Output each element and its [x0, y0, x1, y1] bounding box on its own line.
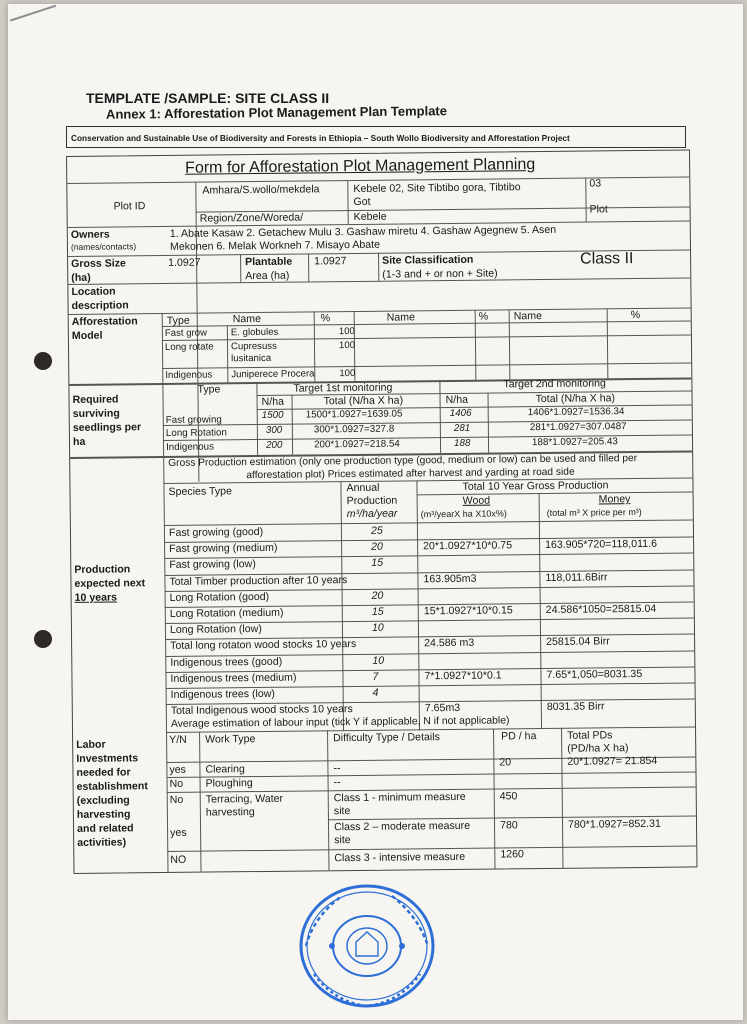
model-row-1-name: E. globules — [230, 326, 279, 339]
kebele-value: Kebele 02, Site Tibtibo gora, Tibtibo — [353, 181, 521, 195]
labor-row-5-difficulty: Class 3 - intensive measure — [334, 850, 466, 865]
labor-header-difficulty: Difficulty Type / Details — [333, 731, 440, 745]
seedlings-row-3-total-2: 188*1.0927=205.43 — [531, 436, 618, 449]
management-form — [66, 149, 697, 873]
production-note-1: Gross Production estimation (only one production type (good, medium or low) can be used and filled per — [168, 453, 638, 469]
production-header-annual-3: m³/ha/year — [346, 507, 398, 521]
labor-header-work: Work Type — [205, 733, 256, 746]
labor-row-4-total: 780*1.0927=852.31 — [567, 817, 661, 831]
region-value: Amhara/S.wollo/mekdela — [202, 183, 320, 197]
production-row-9-annual: 10 — [372, 654, 385, 667]
production-label-3: 10 years — [74, 591, 118, 604]
template-heading: TEMPLATE /SAMPLE: SITE CLASS II — [86, 90, 330, 106]
seedlings-row-3-type: Indigenous — [166, 441, 215, 453]
labor-row-5-yn: NO — [170, 853, 187, 866]
labor-row-1-total: 20*1.0927= 21.854 — [567, 754, 658, 768]
labor-label-6: harvesting — [76, 808, 131, 821]
production-row-4-species: Total Timber production after 10 years — [169, 573, 348, 588]
owners-label: Owners — [70, 228, 110, 241]
model-row-1-pct: 100 — [338, 325, 355, 338]
production-header-money-unit: (total m³ X price per m³) — [546, 506, 642, 518]
model-header-pct: % — [320, 312, 331, 325]
region-label: Region/Zone/Woreda/ — [199, 211, 304, 225]
production-row-12-wood: 7.65m3 — [424, 702, 461, 715]
production-header-money: Money — [598, 493, 631, 506]
punch-hole-top — [34, 352, 52, 370]
seedlings-row-2-type: Long Rotation — [165, 427, 227, 439]
labor-label-5: (excluding — [76, 794, 130, 807]
production-row-7-species: Long Rotation (low) — [169, 623, 262, 637]
production-row-11-species: Indigenous trees (low) — [170, 687, 275, 701]
seedlings-row-2-total-2: 281*1.0927=307.0487 — [529, 421, 627, 434]
location-sublabel: description — [71, 299, 129, 312]
seedlings-row-1-n2: 1406 — [449, 407, 472, 419]
plantable-area-value: 1.0927 — [314, 255, 347, 268]
seedlings-row-3-n1: 200 — [265, 439, 283, 451]
model-header-name: Name — [232, 312, 262, 326]
production-row-2-money: 163.905*720=118,011.6 — [545, 538, 658, 552]
seedlings-header-type: Type — [197, 383, 221, 396]
labor-row-3-difficulty-line-2: site — [333, 805, 351, 818]
labor-row-4-difficulty: Class 2 – moderate measure — [333, 819, 471, 834]
model-row-2-name: Cupresuss — [230, 340, 277, 353]
labor-row-2-work: Ploughing — [205, 777, 253, 790]
site-classification-hint: (1-3 and + or non + Site) — [382, 267, 498, 281]
gross-size-unit: (ha) — [71, 271, 91, 284]
labor-row-3-work: Terracing, Water — [205, 792, 284, 806]
production-row-9-species: Indigenous trees (good) — [170, 655, 283, 669]
model-header-pct-2: % — [478, 310, 489, 323]
labor-header-yn: Y/N — [169, 733, 187, 746]
labor-row-5-pd: 1260 — [500, 848, 524, 861]
project-banner: Conservation and Sustainable Use of Biodiversity and Forests in Ethiopia – South Wollo Biodiversity and Afforestation Project — [66, 126, 686, 148]
plot-value: 03 — [589, 177, 602, 190]
plantable-area-unit: Area (ha) — [245, 269, 290, 283]
labor-row-4-difficulty-line-2: site — [334, 834, 351, 847]
production-label-2: expected next — [74, 577, 146, 590]
labor-label-2: Investments — [76, 752, 139, 765]
official-seal-stamp — [296, 882, 438, 1010]
production-row-10-annual: 7 — [372, 670, 379, 683]
labor-header-total: Total PDs — [567, 729, 613, 742]
model-header-name-2: Name — [386, 311, 416, 324]
model-header-type: Type — [166, 314, 190, 327]
seedlings-label-2: surviving — [72, 407, 120, 420]
labor-header-pd: PD / ha — [501, 730, 537, 743]
seedlings-row-2-n2: 281 — [453, 422, 471, 434]
model-row-2-name-line-2: lusitanica — [231, 352, 272, 365]
labor-header-total-2: (PD/ha X ha) — [567, 742, 629, 755]
site-class-value: Class II — [580, 250, 634, 268]
labor-row-3-work-line-2: harvesting — [205, 806, 255, 819]
labor-row-1-yn: yes — [169, 763, 186, 776]
labor-label-4: establishment — [76, 780, 148, 793]
production-row-1-annual: 25 — [370, 524, 383, 537]
production-row-8-money: 25815.04 Birr — [546, 635, 610, 649]
production-row-3-species: Fast growing (low) — [169, 558, 256, 572]
owners-line-2: Mekonen 6. Melak Workneh 7. Misayo Abate — [169, 238, 381, 253]
seedlings-row-1-n1: 1500 — [261, 409, 284, 421]
production-header-wood: Wood — [462, 494, 491, 507]
production-row-12-money: 8031.35 Birr — [546, 700, 605, 714]
labor-row-2-yn: No — [169, 777, 184, 790]
afforestation-model-label: Afforestation — [71, 315, 138, 328]
seedlings-row-3-n2: 188 — [453, 437, 471, 449]
model-row-1-type: Fast grow — [164, 327, 208, 339]
seedlings-header-target-1: Target 1st monitoring — [293, 381, 393, 395]
paper-clip — [10, 5, 58, 27]
seedlings-row-1-total-1: 1500*1.0927=1639.05 — [305, 408, 403, 421]
production-note-2: afforestation plot) Prices estimated after harvest and yarding at road side — [246, 466, 575, 482]
seedlings-label-4: ha — [72, 435, 86, 448]
annex-heading: Annex 1: Afforestation Plot Management Plan Template — [105, 103, 448, 122]
labor-row-3-yn: No — [169, 793, 184, 806]
seedlings-header-nha-2: N/ha — [445, 393, 469, 407]
production-row-2-wood: 20*1.0927*10*0.75 — [423, 539, 513, 553]
production-row-10-wood: 7*1.0927*10*0.1 — [424, 669, 502, 683]
model-row-3-name: Juniperece Procera — [231, 368, 315, 381]
labor-note: Average estimation of labour input (tick Y if applicable, N if not applicable) — [170, 715, 510, 730]
punch-hole-bottom — [34, 630, 52, 648]
production-row-3-annual: 15 — [371, 557, 384, 570]
model-row-2-pct: 100 — [338, 339, 356, 352]
production-row-6-species: Long Rotation (medium) — [169, 606, 284, 620]
production-row-6-wood: 15*1.0927*10*0.15 — [423, 604, 513, 618]
seedlings-row-2-n1: 300 — [265, 424, 283, 436]
seedlings-row-2-total-1: 300*1.0927=327.8 — [313, 423, 395, 436]
labor-label-3: needed for — [76, 766, 131, 779]
production-header-wood-unit: (m³/yearX ha X10x%) — [420, 508, 507, 520]
form-title: Form for Afforestation Plot Management Planning — [185, 156, 536, 177]
gross-size-label: Gross Size — [71, 257, 126, 270]
production-row-5-annual: 20 — [371, 589, 384, 602]
model-row-2-type: Long rotate — [164, 341, 214, 353]
owners-line-1: 1. Abate Kasaw 2. Getachew Mulu 3. Gashaw miretu 4. Gashaw Agegnew 5. Asen — [169, 223, 557, 240]
production-row-2-species: Fast growing (medium) — [169, 541, 278, 556]
afforestation-model-sublabel: Model — [71, 329, 103, 342]
seedlings-row-1-type: Fast growing — [165, 414, 222, 426]
plot-label: Plot — [589, 203, 608, 216]
labor-row-1-work: Clearing — [205, 763, 245, 776]
production-label: Production — [74, 563, 131, 576]
plot-id-label: Plot ID — [113, 200, 146, 213]
production-header-gross: Total 10 Year Gross Production — [462, 479, 609, 493]
labor-row-1-pd: 20 — [499, 756, 512, 769]
plantable-area-label: Plantable — [245, 255, 293, 269]
model-row-3-type: Indigenous — [165, 369, 213, 381]
production-row-6-annual: 15 — [371, 605, 384, 618]
gross-size-value: 1.0927 — [168, 256, 201, 269]
labor-label-8: activities) — [77, 836, 127, 849]
production-row-7-annual: 10 — [371, 621, 384, 635]
production-row-4-money: 118,011.6Birr — [545, 570, 608, 584]
labor-row-2-difficulty: -- — [333, 776, 341, 789]
seedlings-label: Required — [72, 393, 119, 406]
labor-row-3-pd: 450 — [499, 790, 518, 803]
seedlings-header-target-2: Target 2nd monitoring — [503, 377, 606, 391]
kebele-label: Kebele — [353, 210, 387, 223]
production-row-11-annual: 4 — [372, 686, 379, 699]
model-header-pct-3: % — [630, 308, 641, 322]
labor-label-1: Labor — [76, 738, 106, 751]
production-row-1-species: Fast growing (good) — [168, 525, 264, 539]
seedlings-header-total-2: Total (N/ha X ha) — [535, 392, 616, 406]
production-row-8-species: Total long rotaton wood stocks 10 years — [170, 638, 357, 653]
model-row-3-pct: 100 — [339, 367, 356, 380]
production-header-species: Species Type — [168, 485, 233, 498]
production-header-annual: Annual — [346, 481, 380, 495]
location-label: Location — [71, 285, 116, 298]
labor-label-7: and related — [76, 822, 134, 835]
production-row-12-species: Total Indigenous wood stocks 10 years — [170, 703, 353, 718]
model-header-name-3: Name — [513, 310, 543, 323]
owners-sublabel: (names/contacts) — [70, 241, 137, 252]
production-row-10-species: Indigenous trees (medium) — [170, 671, 297, 685]
production-row-10-money: 7.65*1,050=8031.35 — [546, 667, 643, 681]
production-row-4-wood: 163.905m3 — [423, 572, 477, 585]
labor-row-3-difficulty: Class 1 - minimum measure — [333, 790, 466, 805]
kebele-value-2: Got — [353, 195, 371, 208]
production-header-annual-2: Production — [346, 494, 398, 508]
seedlings-label-3: seedlings per — [72, 421, 142, 434]
seedlings-header-nha-1: N/ha — [261, 395, 285, 408]
labor-row-4-yn: yes — [170, 826, 187, 839]
seedlings-row-1-total-2: 1406*1.0927=1536.34 — [527, 406, 625, 419]
labor-row-1-difficulty: -- — [333, 762, 341, 775]
production-row-2-annual: 20 — [371, 540, 383, 554]
seedlings-header-total-1: Total (N/ha X ha) — [323, 394, 404, 408]
production-row-5-species: Long Rotation (good) — [169, 590, 270, 604]
production-row-8-wood: 24.586 m3 — [424, 637, 475, 650]
production-row-6-money: 24.586*1050=25815.04 — [545, 602, 657, 617]
seedlings-row-3-total-1: 200*1.0927=218.54 — [313, 438, 400, 451]
site-classification-label: Site Classification — [382, 253, 474, 267]
labor-row-4-pd: 780 — [499, 819, 518, 832]
